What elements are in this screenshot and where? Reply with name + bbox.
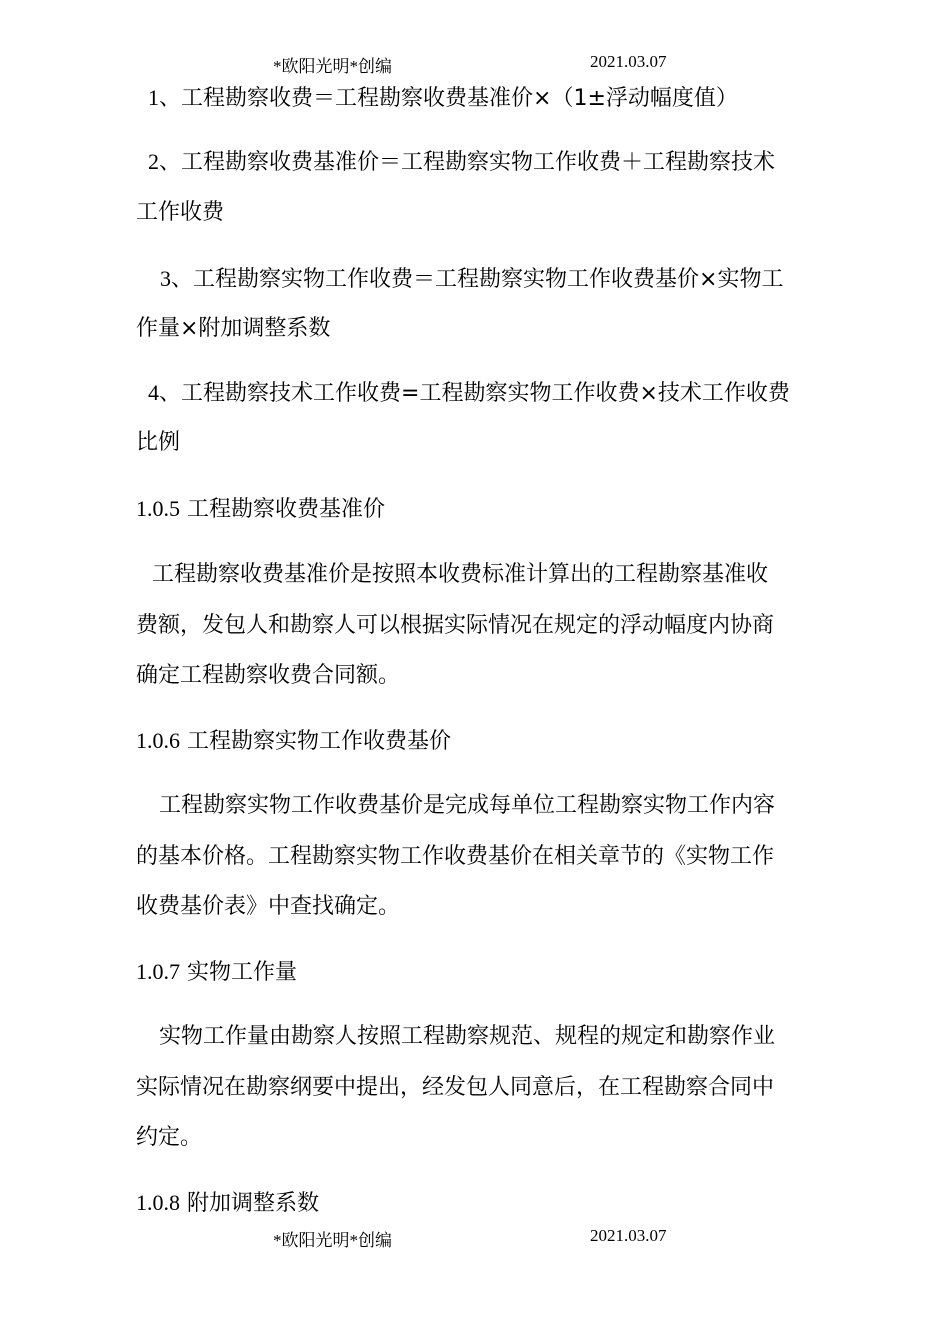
section-title: 实物工作量 <box>187 960 298 985</box>
page-header <box>0 52 950 76</box>
formula-3-line-2: 作量×附加调整系数 <box>136 316 331 341</box>
formula-text: 工程勘察技术工作收费=工程勘察实物工作收费×技术工作收费 <box>181 381 790 406</box>
section-title: 附加调整系数 <box>187 1191 320 1216</box>
formula-number: 4、 <box>148 380 182 405</box>
formula-2-line-2: 工作收费 <box>136 200 225 225</box>
section-heading-1-0-7 <box>136 957 297 988</box>
paragraph-line: 费额，发包人和勘察人可以根据实际情况在规定的浮动幅度内协商 <box>136 613 775 638</box>
paragraph-line: 工程勘察实物工作收费基价是完成每单位工程勘察实物工作内容 <box>159 793 776 818</box>
section-title: 工程勘察实物工作收费基价 <box>187 729 452 754</box>
formula-text: 工程勘察收费基准价＝工程勘察实物工作收费＋工程勘察技术 <box>181 150 776 175</box>
header-author: *欧阳光明*创编 <box>273 57 392 76</box>
formula-3-line-1 <box>160 264 783 295</box>
formula-number: 3、 <box>160 266 194 291</box>
section-number: 1.0.6 <box>136 728 180 753</box>
paragraph-line: 收费基价表》中查找确定。 <box>136 894 401 919</box>
formula-number: 1、 <box>148 85 182 110</box>
section-heading-1-0-8 <box>136 1188 319 1219</box>
page-footer <box>0 1226 950 1250</box>
section-number: 1.0.5 <box>136 496 180 521</box>
section-heading-1-0-5 <box>136 494 385 525</box>
section-title: 工程勘察收费基准价 <box>187 497 386 522</box>
footer-date: 2021.03.07 <box>590 1226 667 1245</box>
footer-author: *欧阳光明*创编 <box>273 1231 392 1250</box>
paragraph-line: 工程勘察收费基准价是按照本收费标准计算出的工程勘察基准收 <box>152 562 769 587</box>
formula-text: 工程勘察收费＝工程勘察收费基准价×（1±浮动幅度值） <box>181 86 738 111</box>
paragraph-line: 实际情况在勘察纲要中提出，经发包人同意后，在工程勘察合同中 <box>136 1075 775 1100</box>
section-number: 1.0.7 <box>136 959 180 984</box>
formula-4-line-2: 比例 <box>136 430 181 455</box>
formula-2-line-1 <box>148 147 775 178</box>
formula-number: 2、 <box>148 149 182 174</box>
paragraph-line: 实物工作量由勘察人按照工程勘察规范、规程的规定和勘察作业 <box>159 1024 776 1049</box>
paragraph-line: 的基本价格。工程勘察实物工作收费基价在相关章节的《实物工作 <box>136 844 775 869</box>
paragraph-line: 确定工程勘察收费合同额。 <box>136 663 401 688</box>
paragraph-line: 约定。 <box>136 1125 203 1150</box>
header-date: 2021.03.07 <box>590 52 667 71</box>
formula-4-line-1 <box>148 378 790 409</box>
formula-1 <box>148 83 738 114</box>
formula-text: 工程勘察实物工作收费＝工程勘察实物工作收费基价×实物工 <box>193 267 784 292</box>
section-number: 1.0.8 <box>136 1190 180 1215</box>
section-heading-1-0-6 <box>136 726 451 757</box>
